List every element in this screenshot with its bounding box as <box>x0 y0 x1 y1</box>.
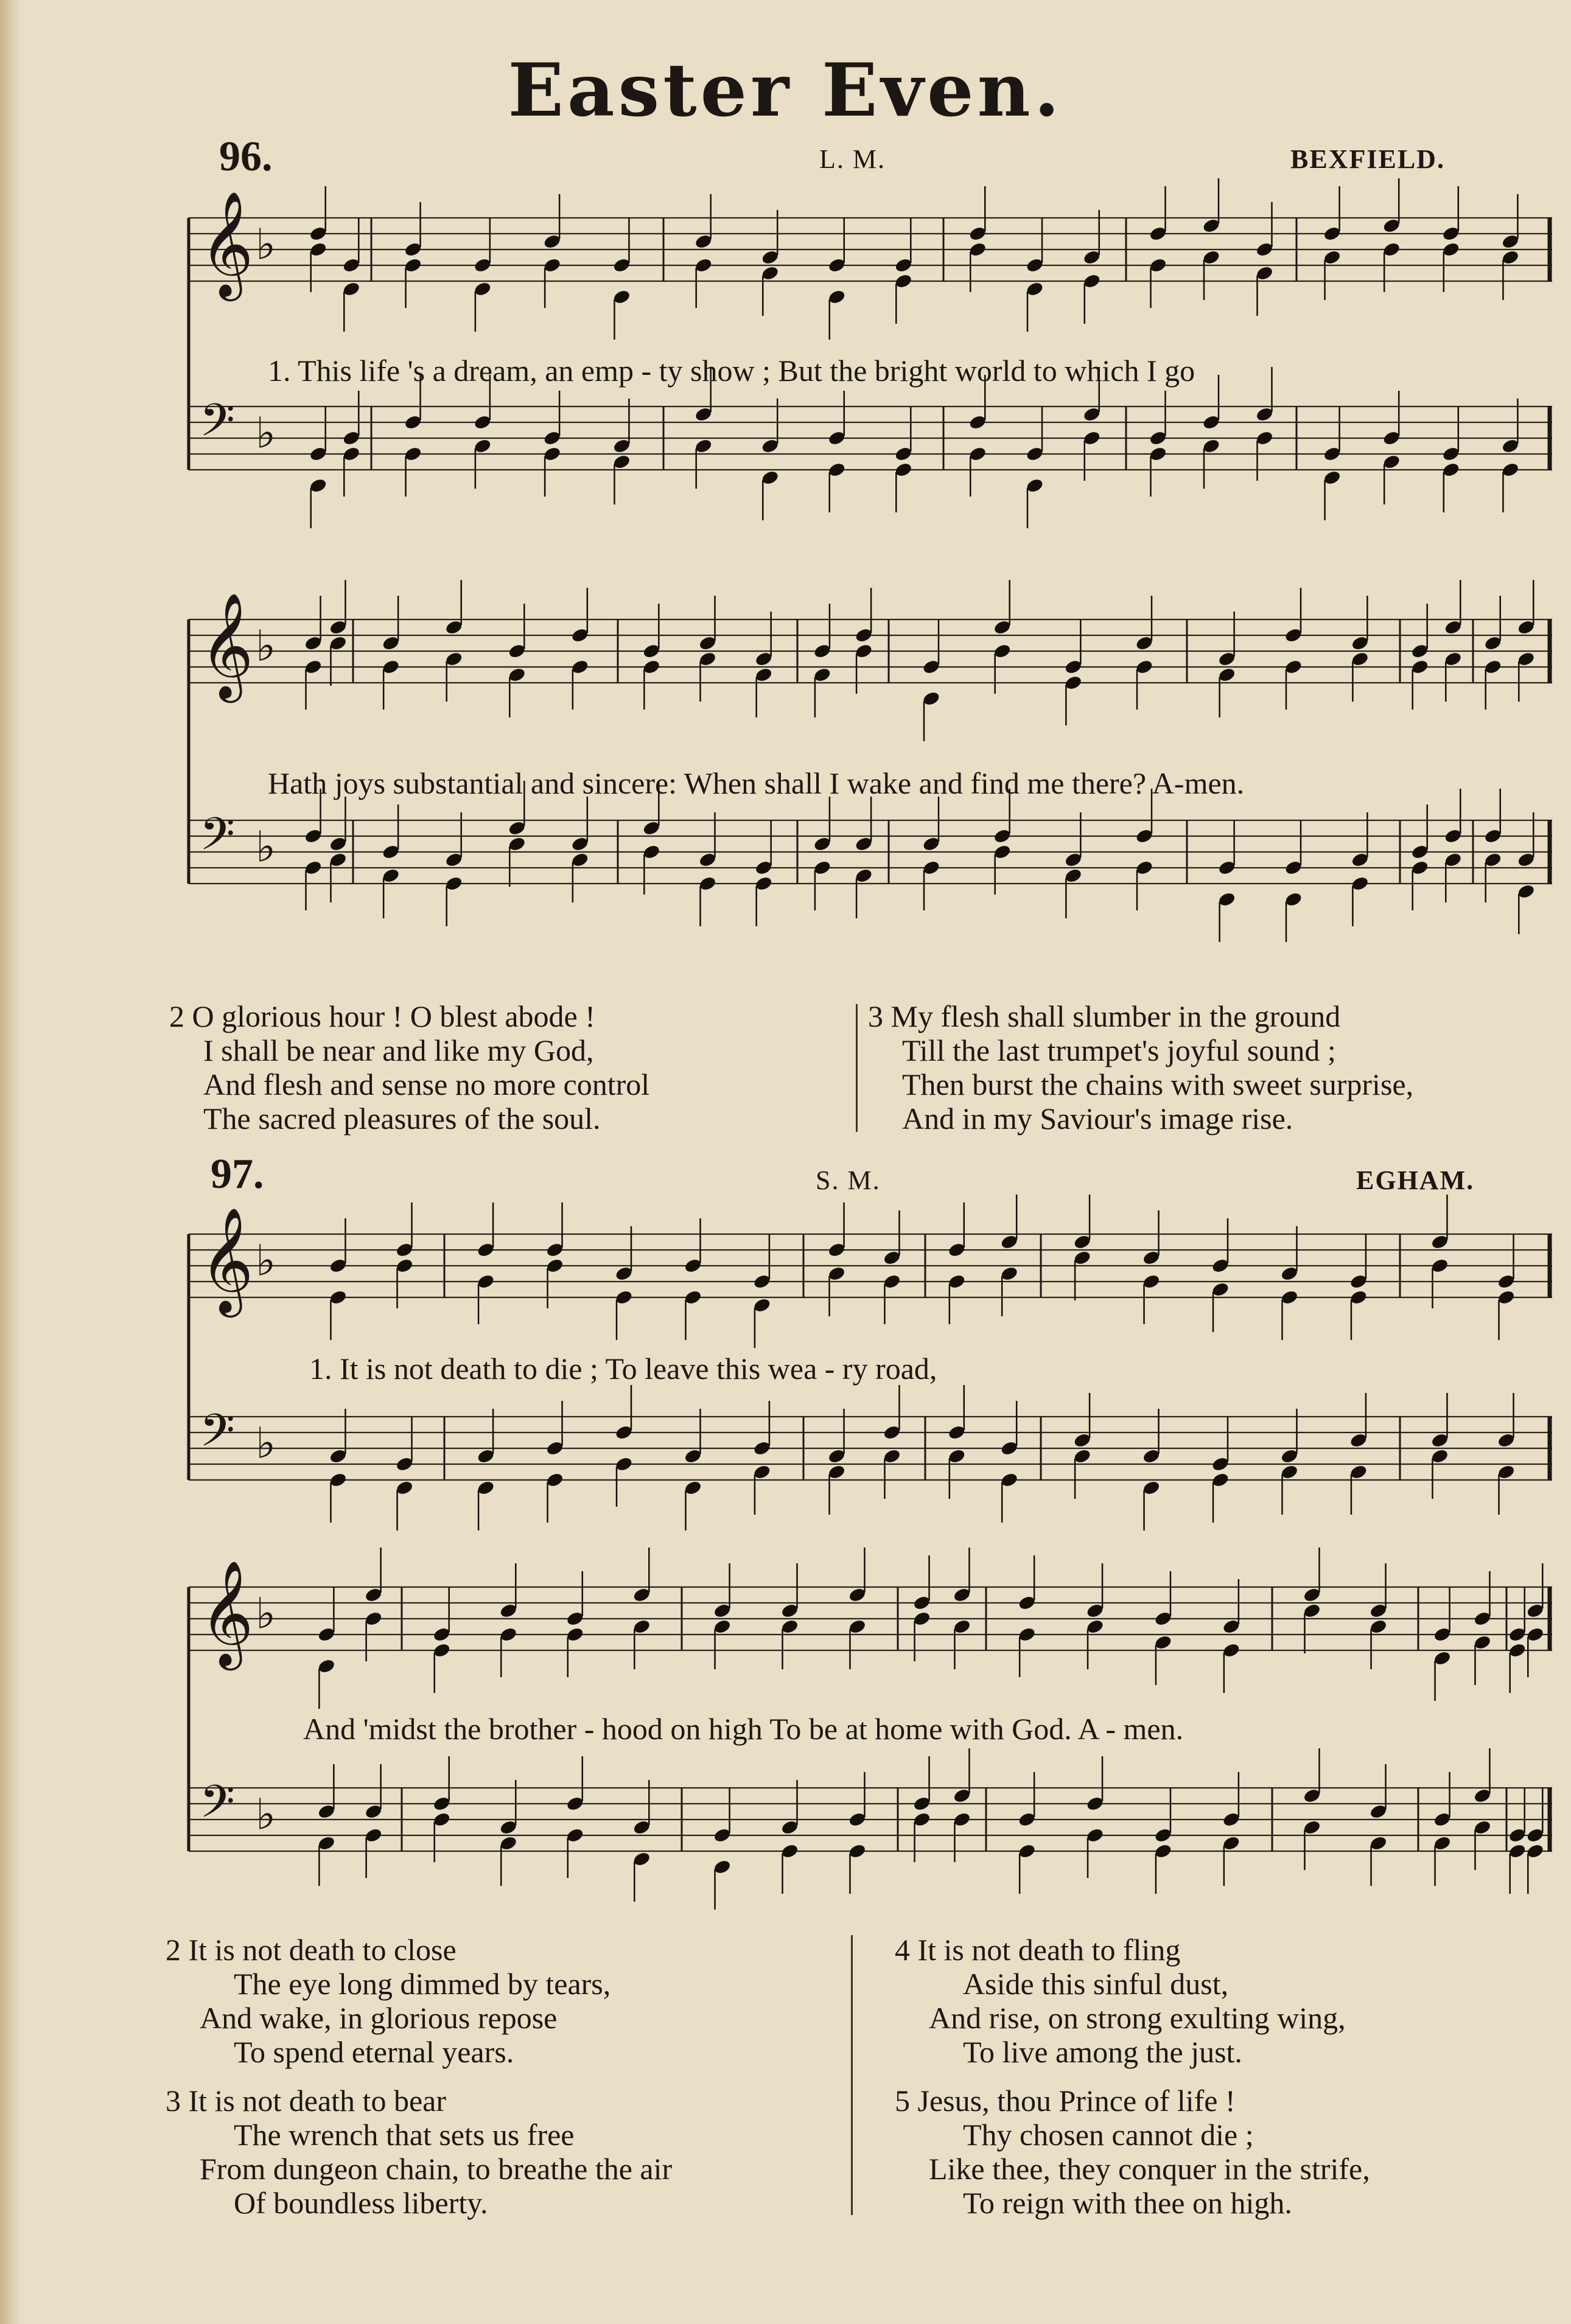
flat-icon: ♭ <box>256 219 276 270</box>
verse-line: The wrench that sets us free <box>234 2118 575 2152</box>
verse-line: And wake, in glorious repose <box>200 2001 558 2035</box>
verse-divider <box>856 1004 858 1132</box>
verse-2 <box>169 999 649 1136</box>
verse-line: The eye long dimmed by tears, <box>234 1967 611 2001</box>
hymn-tune: EGHAM. <box>1356 1165 1475 1195</box>
verse-5 <box>895 2084 1370 2220</box>
treble-clef-icon: 𝄞 <box>200 190 254 297</box>
verse-2 <box>166 1933 611 2069</box>
verse-line: 2 It is not death to close <box>166 1933 457 1967</box>
treble-clef-icon: 𝄞 <box>200 1560 254 1666</box>
page-title: Easter Even. <box>508 47 1063 133</box>
verse-3 <box>166 2084 672 2220</box>
verse-3 <box>868 999 1413 1136</box>
flat-icon: ♭ <box>256 621 276 671</box>
treble-clef-icon: 𝄞 <box>200 592 254 699</box>
verse-line: Aside this sinful dust, <box>963 1967 1229 2001</box>
flat-icon: ♭ <box>256 1418 276 1468</box>
hymn-number: 97. <box>211 1151 264 1198</box>
lyric-line: 1. This life 's a dream, an emp - ty show ; But the bright world to which I go <box>268 354 1195 388</box>
verse-line: Of boundless liberty. <box>234 2186 488 2220</box>
flat-icon: ♭ <box>256 1789 276 1840</box>
verse-line: Then burst the chains with sweet surprise, <box>902 1067 1414 1101</box>
treble-clef-icon: 𝄞 <box>200 1207 254 1313</box>
verse-line: 3 My flesh shall slumber in the ground <box>868 999 1341 1033</box>
bass-clef-icon: 𝄢 <box>200 1404 235 1468</box>
hymn-meter: L. M. <box>819 144 886 174</box>
bass-clef-icon: 𝄢 <box>200 808 235 872</box>
verse-line: 2 O glorious hour ! O blest abode ! <box>169 999 595 1033</box>
lyric-line: And 'midst the brother - hood on high To be at home with God. A - men. <box>303 1712 1184 1746</box>
verse-4 <box>895 1933 1346 2069</box>
bass-clef-icon: 𝄢 <box>200 1775 235 1840</box>
verse-divider <box>851 1935 853 2215</box>
lyric-line: Hath joys substantial and sincere: When shall I wake and find me there? A-men. <box>268 766 1245 800</box>
verse-line: I shall be near and like my God, <box>203 1033 594 1067</box>
flat-icon: ♭ <box>256 408 276 458</box>
verse-line: Like thee, they conquer in the strife, <box>929 2152 1370 2186</box>
lyric-line: 1. It is not death to die ; To leave this wea - ry road, <box>309 1352 937 1386</box>
verse-line: Thy chosen cannot die ; <box>963 2118 1254 2152</box>
flat-icon: ♭ <box>256 822 276 872</box>
bass-clef-icon: 𝄢 <box>200 394 235 458</box>
verse-line: 4 It is not death to fling <box>895 1933 1181 1967</box>
verse-line: And flesh and sense no more control <box>203 1067 650 1101</box>
hymn-meter: S. M. <box>816 1165 881 1195</box>
verse-line: To spend eternal years. <box>234 2035 514 2069</box>
page-edge <box>0 0 21 2324</box>
verse-line: And rise, on strong exulting wing, <box>929 2001 1346 2035</box>
verse-line: To reign with thee on high. <box>963 2186 1292 2220</box>
hymn-tune: BEXFIELD. <box>1290 144 1445 174</box>
verse-line: Till the last trumpet's joyful sound ; <box>902 1033 1336 1067</box>
verse-line: To live among the just. <box>963 2035 1242 2069</box>
flat-icon: ♭ <box>256 1235 276 1286</box>
verse-line: 5 Jesus, thou Prince of life ! <box>895 2084 1236 2118</box>
verse-line: And in my Saviour's image rise. <box>902 1101 1293 1136</box>
flat-icon: ♭ <box>256 1588 276 1639</box>
verse-line: 3 It is not death to bear <box>166 2084 446 2118</box>
verse-line: The sacred pleasures of the soul. <box>203 1101 601 1136</box>
verse-line: From dungeon chain, to breathe the air <box>200 2152 673 2186</box>
hymn-number: 96. <box>219 133 273 180</box>
